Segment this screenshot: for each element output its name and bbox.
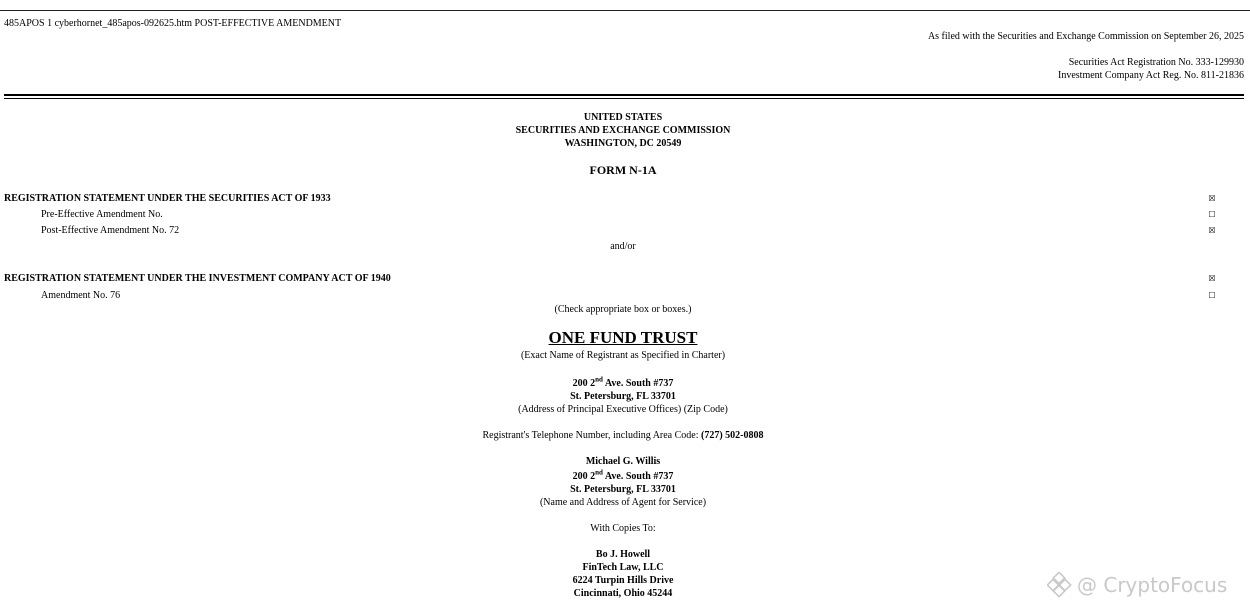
top-rule bbox=[0, 10, 1250, 11]
registrant-city: St. Petersburg, FL 33701 bbox=[570, 391, 676, 402]
copies-firm: FinTech Law, LLC bbox=[582, 562, 664, 573]
copies-label: With Copies To: bbox=[590, 523, 656, 534]
securities-act-checkbox[interactable]: ☒ bbox=[1208, 194, 1216, 203]
pre-effective-label: Pre-Effective Amendment No. bbox=[41, 209, 163, 220]
securities-act-heading: REGISTRATION STATEMENT UNDER THE SECURITIES ACT OF 1933 bbox=[4, 193, 331, 204]
form-title: FORM N-1A bbox=[589, 163, 657, 177]
agent-name: Michael G. Willis bbox=[585, 456, 661, 467]
agent-city: St. Petersburg, FL 33701 bbox=[570, 484, 676, 495]
filing-header-line: 485APOS 1 cyberhornet_485apos-092625.htm POST-EFFECTIVE AMENDMENT bbox=[4, 18, 342, 29]
watermark-logo-icon bbox=[1047, 572, 1073, 598]
registrant-street: 200 2nd Ave. South #737 bbox=[572, 375, 674, 389]
check-note: (Check appropriate box or boxes.) bbox=[554, 304, 692, 315]
investment-company-reg-no: Investment Company Act Reg. No. 811-21836 bbox=[1058, 70, 1244, 81]
post-effective-label: Post-Effective Amendment No. 72 bbox=[41, 225, 180, 236]
agency-line-2: SECURITIES AND EXCHANGE COMMISSION bbox=[515, 125, 731, 136]
double-rule-top bbox=[4, 94, 1244, 96]
double-rule-bottom bbox=[4, 98, 1244, 99]
investment-act-checkbox[interactable]: ☒ bbox=[1208, 274, 1216, 283]
copies-city: Cincinnati, Ohio 45244 bbox=[573, 588, 673, 599]
agent-street: 200 2nd Ave. South #737 bbox=[572, 468, 674, 482]
registrant-name-caption: (Exact Name of Registrant as Specified in Charter) bbox=[520, 350, 726, 361]
copies-name: Bo J. Howell bbox=[595, 549, 651, 560]
amendment-76-label: Amendment No. 76 bbox=[41, 290, 121, 301]
watermark bbox=[1047, 572, 1227, 598]
registrant-name: ONE FUND TRUST bbox=[548, 328, 698, 347]
post-effective-checkbox[interactable]: ☒ bbox=[1208, 226, 1216, 235]
registrant-address-caption: (Address of Principal Executive Offices) (Zip Code) bbox=[518, 404, 728, 415]
filed-date-line: As filed with the Securities and Exchange Commission on September 26, 2025 bbox=[927, 31, 1244, 42]
agency-line-1: UNITED STATES bbox=[583, 112, 663, 123]
watermark-text: @ CryptoFocus bbox=[1077, 572, 1228, 597]
registrant-phone-line: Registrant's Telephone Number, including Area Code: (727) 502-0808 bbox=[482, 430, 764, 441]
amendment-76-checkbox[interactable]: ☐ bbox=[1208, 291, 1216, 300]
agent-caption: (Name and Address of Agent for Service) bbox=[539, 497, 707, 508]
agency-line-3: WASHINGTON, DC 20549 bbox=[564, 138, 682, 149]
and-or-text: and/or bbox=[610, 241, 636, 252]
copies-street: 6224 Turpin Hills Drive bbox=[572, 575, 674, 586]
securities-act-reg-no: Securities Act Registration No. 333-129930 bbox=[1068, 57, 1244, 68]
pre-effective-checkbox[interactable]: ☐ bbox=[1208, 210, 1216, 219]
investment-act-heading: REGISTRATION STATEMENT UNDER THE INVESTMENT COMPANY ACT OF 1940 bbox=[4, 273, 391, 284]
